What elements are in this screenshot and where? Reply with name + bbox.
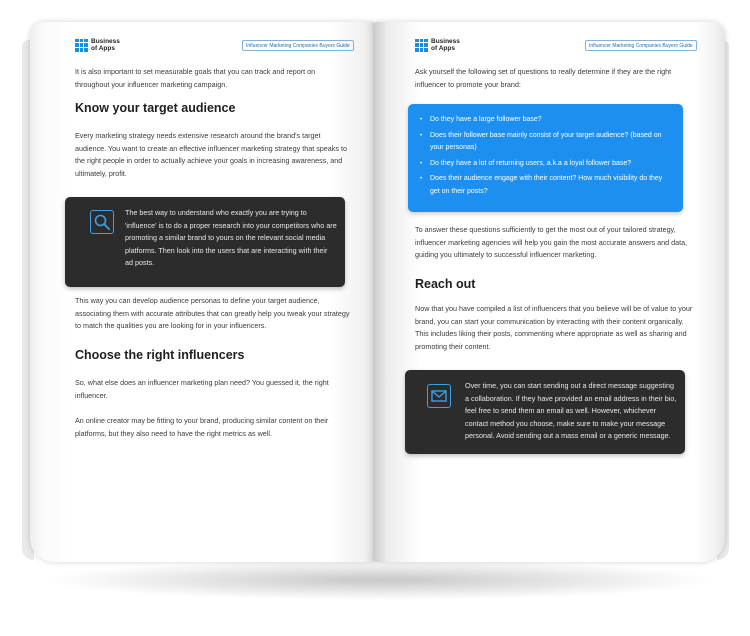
para-creator: An online creator may be fitting to your brand, producing similar content on their platforms, but they also need to have the right metrics as well. [75, 416, 329, 438]
brand-logo [75, 38, 120, 52]
left-page [30, 22, 375, 562]
logo-line-1: Business [431, 38, 460, 45]
left-intro: It is also important to set measurable goals that you can track and report on throughout your influencer marketing campaign. [75, 67, 316, 89]
book-shadow [40, 560, 720, 600]
research-tip-text: The best way to understand who exactly you are trying to 'influence' is to do a proper research into your competitors who are promoting a similar brand to yours on the relevant social media platforms. Then look into the users that are interacting with their ad posts. [125, 208, 337, 268]
research-tip-box [65, 197, 345, 287]
logo-line-1: Business [91, 38, 120, 45]
logo-line-2: of Apps [431, 45, 455, 52]
right-intro: Ask yourself the following set of questions to really determine if they are the right influencer to promote your brand: [415, 67, 672, 89]
direct-message-tip-text: Over time, you can start sending out a direct message suggesting a collaboration. If they have provided an email address in their bio, feel free to send them an email as well. However, whichever contact method you choose, make sure to make your message personal. Avoid sending out a mass email or a generic message. [465, 381, 677, 441]
logo-line-2: of Apps [91, 45, 115, 52]
question-item: • Does their follower base mainly consist of your target audience? (based on your personas) [420, 130, 670, 155]
magnifier-icon [90, 210, 114, 234]
envelope-icon [427, 384, 451, 408]
para-reach-out: Now that you have compiled a list of influencers that you believe will be of value to your brand, you can start your communication by interacting with their content organically. This includes liking their posts, commenting where appropriate as well as sharing and promoting their content. [415, 304, 693, 351]
para-answer: To answer these questions sufficiently to get the most out of your tailored strategy, influencer marketing agencies will help you gain the most accurate answers and data, guiding you ultimately to successful influencer marketing. [415, 225, 688, 260]
doc-tag-right: Influencer Marketing Companies Buyers Guide [585, 40, 697, 51]
para-plan: So, what else does an influencer marketing plan need? You guessed it, the right influencer. [75, 378, 329, 400]
logo-grid-icon [415, 39, 428, 52]
question-item: • Do they have a large follower base? [420, 114, 670, 127]
questions-list [420, 114, 670, 201]
question-item: • Does their audience engage with their content? How much visibility do they get on their posts? [420, 173, 670, 198]
logo-grid-icon [75, 39, 88, 52]
brand-logo-right [415, 38, 460, 52]
heading-choose-influencers: Choose the right influencers [75, 348, 245, 362]
question-item: • Do they have a lot of returning users, a.k.a a loyal follower base? [420, 158, 670, 171]
heading-reach-out: Reach out [415, 277, 476, 291]
questions-box [408, 104, 683, 212]
direct-message-tip-box [405, 370, 685, 454]
heading-target-audience: Know your target audience [75, 101, 236, 115]
para-personas: This way you can develop audience personas to define your target audience, associating them with accurate attributes that can greatly help you tweak your strategy to match the qualities you are looking for in your influencers. [75, 296, 350, 331]
right-page [375, 22, 725, 562]
para-target-audience: Every marketing strategy needs extensive research around the brand's target audience. You want to create an effective influencer marketing strategy that speaks to the right people in order to actually achieve your goals in increasing awareness, and ultimately, profit. [75, 131, 347, 178]
doc-tag: Influencer Marketing Companies Buyers Guide [242, 40, 354, 51]
